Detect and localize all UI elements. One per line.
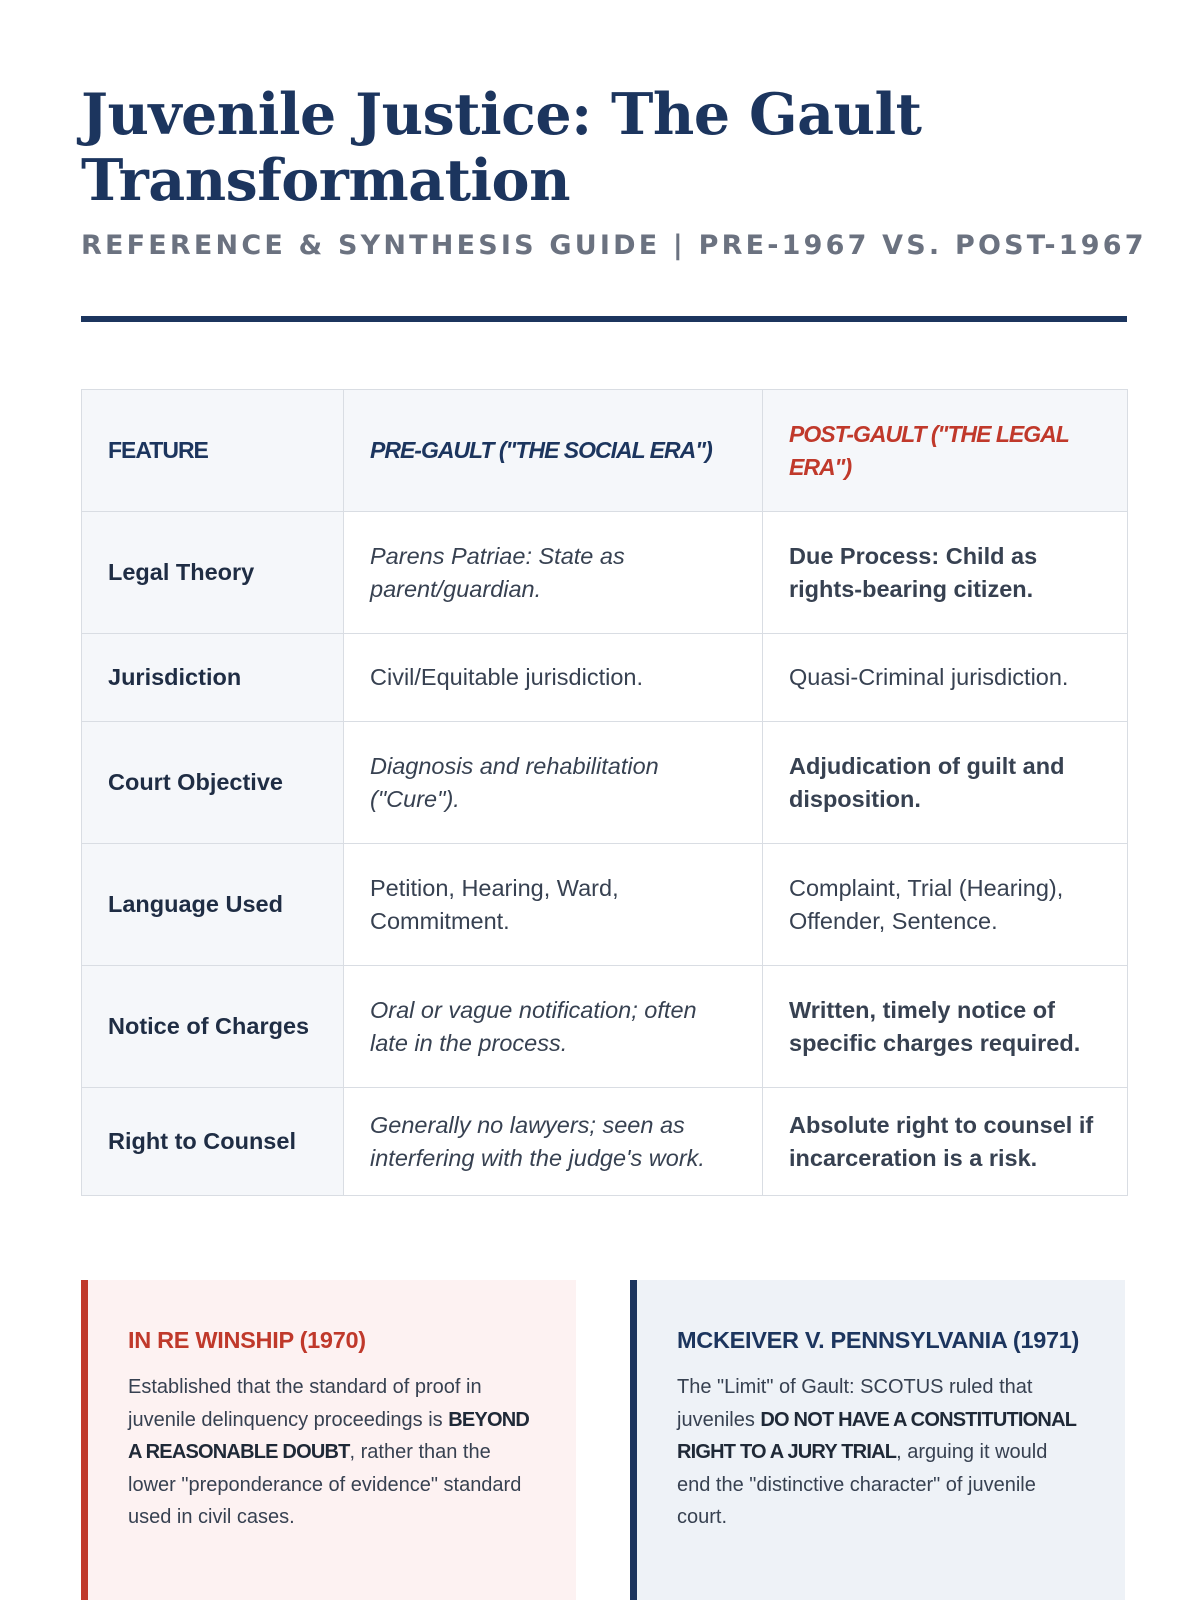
- table-row: [82, 512, 1128, 634]
- winship-emphasis: BEYOND A REASONABLE DOUBT: [128, 1408, 529, 1463]
- winship-card-title: IN RE WINSHIP (1970): [128, 1327, 366, 1353]
- post-gault-cell: Complaint, Trial (Hearing), Offender, Sentence.: [763, 844, 1128, 966]
- pre-gault-cell: Civil/Equitable jurisdiction.: [344, 634, 763, 722]
- page-title: Juvenile Justice: The Gault Transformation: [81, 81, 922, 214]
- post-gault-cell: Adjudication of guilt and disposition.: [763, 722, 1128, 844]
- page-subtitle: REFERENCE & SYNTHESIS GUIDE | PRE-1967 VS. POST-1967: [81, 230, 1147, 261]
- post-gault-cell: Written, timely notice of specific charges required.: [763, 966, 1128, 1088]
- feature-cell: Right to Counsel: [82, 1088, 344, 1196]
- page-header: [81, 81, 1147, 261]
- post-gault-cell: Absolute right to counsel if incarceration is a risk.: [763, 1088, 1128, 1196]
- table-row: [82, 966, 1128, 1088]
- pre-gault-cell: Parens Patriae: State as parent/guardian.: [344, 512, 763, 634]
- post-gault-cell: Quasi-Criminal jurisdiction.: [763, 634, 1128, 722]
- header-post-gault: POST-GAULT ("THE LEGAL ERA"): [763, 390, 1128, 512]
- mckeiver-card: [630, 1280, 1125, 1600]
- feature-cell: Notice of Charges: [82, 966, 344, 1088]
- pre-gault-cell: Oral or vague notification; often late in the process.: [344, 966, 763, 1088]
- post-gault-cell: Due Process: Child as rights-bearing citizen.: [763, 512, 1128, 634]
- table-row: [82, 1088, 1128, 1196]
- header-feature: FEATURE: [82, 390, 344, 512]
- table-row: [82, 722, 1128, 844]
- feature-cell: Court Objective: [82, 722, 344, 844]
- feature-cell: Jurisdiction: [82, 634, 344, 722]
- table-row: [82, 634, 1128, 722]
- comparison-table: [81, 389, 1128, 1196]
- header-pre-gault: PRE-GAULT ("THE SOCIAL ERA"): [344, 390, 763, 512]
- header-divider: [81, 316, 1127, 322]
- feature-cell: Legal Theory: [82, 512, 344, 634]
- pre-gault-cell: Petition, Hearing, Ward, Commitment.: [344, 844, 763, 966]
- feature-cell: Language Used: [82, 844, 344, 966]
- mckeiver-card-text: The "Limit" of Gault: SCOTUS ruled that juveniles DO NOT HAVE A CONSTITUTIONAL RIGHT TO A JURY TRIAL, arguing it would end the "distinctive character" of juvenile court.: [677, 1376, 1076, 1528]
- pre-gault-cell: Diagnosis and rehabilitation ("Cure").: [344, 722, 763, 844]
- winship-card: [81, 1280, 576, 1600]
- winship-card-text: Established that the standard of proof in juvenile delinquency proceedings is BEYOND A REASONABLE DOUBT, rather than the lower "preponderance of evidence" standard used in civil cases.: [128, 1376, 529, 1528]
- mckeiver-emphasis: DO NOT HAVE A CONSTITUTIONAL RIGHT TO A JURY TRIAL: [677, 1408, 1076, 1463]
- table-header-row: [82, 390, 1128, 512]
- mckeiver-card-title: MCKEIVER V. PENNSYLVANIA (1971): [677, 1327, 1080, 1353]
- table-row: [82, 844, 1128, 966]
- pre-gault-cell: Generally no lawyers; seen as interfering with the judge's work.: [344, 1088, 763, 1196]
